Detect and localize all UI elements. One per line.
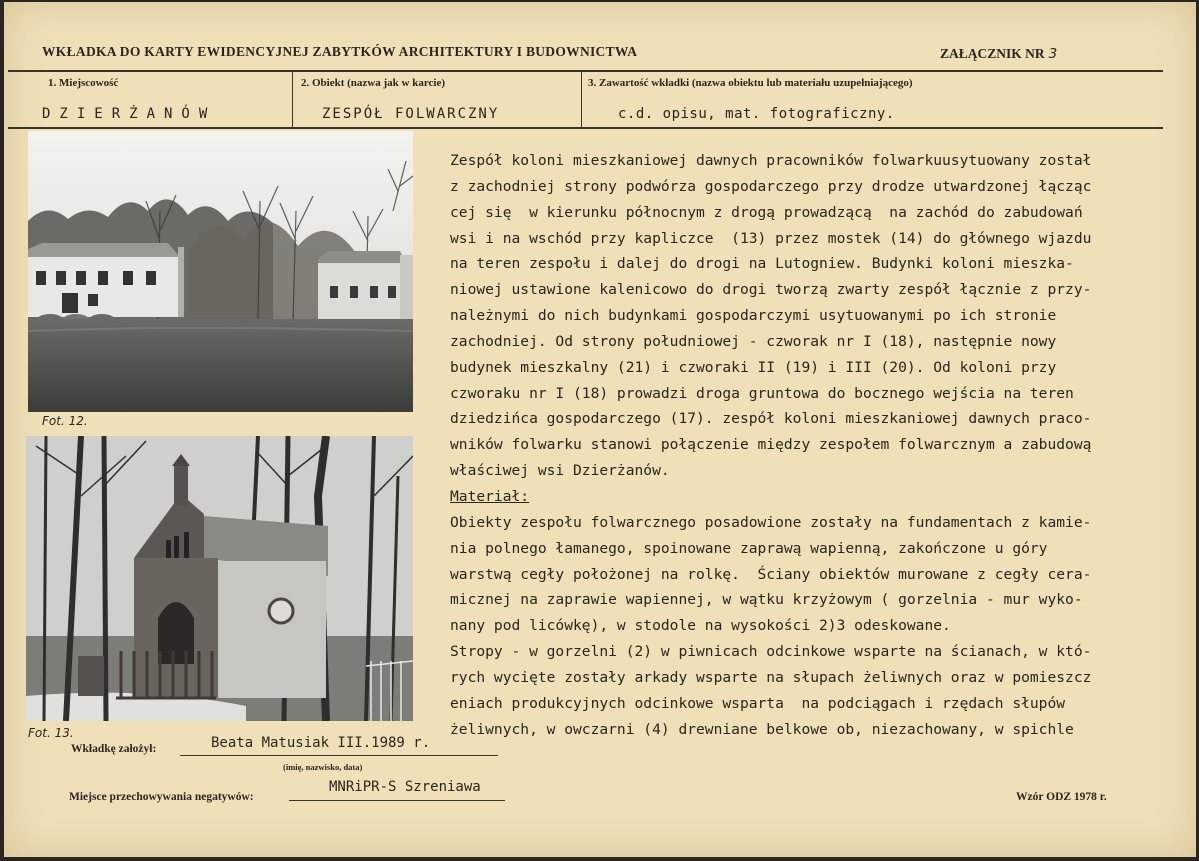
template-label: Wzór ODZ 1978 r. <box>1016 791 1107 803</box>
storage-label: Miejsce przechowywania negatywów: <box>69 791 254 803</box>
text-line: zachodniej. Od strony południowej - czworak nr I (18), następnie nowy <box>450 332 1057 350</box>
text-line: eniach produkcyjnych odcinkowe wsparta na podciągach i rzędach słupów <box>450 694 1066 712</box>
record-card <box>4 2 1196 857</box>
text-line: z zachodniej strony podwórza gospodarczego przy drodze utwardzonej łącząc <box>450 177 1092 195</box>
text-line: Zespół koloni mieszkaniowej dawnych pracowników folwarkuusytuowany został <box>450 152 1092 169</box>
photo-caption-12: Fot. 12. <box>42 414 88 428</box>
annex-number <box>940 46 1057 62</box>
text-line: nany pod licówkę), w stodole na wysokości 2)3 odeskowane. <box>450 617 951 635</box>
card-title: WKŁADKA DO KARTY EWIDENCYJNEJ ZABYTKÓW ARCHITEKTURY I BUDOWNICTWA <box>42 44 638 59</box>
founder-underline <box>180 755 498 756</box>
object-value: ZESPÓŁ FOLWARCZNY <box>322 106 500 122</box>
storage-value: MNRiPR-S Szreniawa <box>329 779 481 795</box>
text-line: żeliwnych, w owczarni (4) drewniane belkowe ob, niezachowany, w spichle <box>450 720 1074 738</box>
storage-underline <box>289 800 505 801</box>
text-line: należnymi do nich budynkami gospodarczymi usytuowanymi po ich stronie <box>450 307 1057 325</box>
text-line: wsi i na wschód przy kapliczce (13) przez mostek (14) do głównego wjazdu <box>450 229 1092 247</box>
text-line: micznej na zaprawie wapiennej, w wątku krzyżowym ( gorzelnia - mur wyko- <box>450 591 1083 609</box>
object-label: 2. Obiekt (nazwa jak w karcie) <box>301 77 446 89</box>
annex-value: 3 <box>1048 46 1058 62</box>
text-line: niowej ustawione kalenicowo do drogi tworzą zwarty zespół łącznie z przy- <box>450 281 1092 299</box>
text-line: wników folwarku stanowi połączenie między zespołem folwarcznym a zabudową <box>450 436 1092 454</box>
founder-value: Beata Matusiak III.1989 r. <box>211 735 431 751</box>
text-line: Obiekty zespołu folwarcznego posadowione zostały na fundamentach z kamie- <box>450 513 1092 531</box>
chapel-image <box>26 436 413 721</box>
text-line: właściwej wsi Dzierżanów. <box>450 462 670 480</box>
photo-caption-13: Fot. 13. <box>28 726 74 740</box>
text-line: warstwą cegły położonej na rolkę. Ściany obiektów murowane z cegły cera- <box>450 565 1092 583</box>
field-divider-2 <box>581 72 582 128</box>
text-line: nia polnego łamanego, spoinowane zaprawą wapienną, zakończone u góry <box>450 539 1048 557</box>
text-line: cej się w kierunku północnym z drogą prowadzącą na zachód do zabudowań <box>450 203 1083 221</box>
description-text <box>450 148 1185 742</box>
text-line: na teren zespołu i dalej do drogi na Lutogniew. Budynki koloni mieszka- <box>450 255 1074 273</box>
founder-sub: (imię, nazwisko, data) <box>283 762 363 772</box>
text-line: rych wycięte zostały arkady wsparte na słupach żeliwnych oraz w pomieszcz <box>450 668 1092 686</box>
text-line: czworaku nr I (18) prowadzi droga gruntowa do bocznego wejścia na teren <box>450 384 1074 402</box>
farm-buildings-image <box>28 131 413 412</box>
content-value: c.d. opisu, mat. fotograficzny. <box>618 106 895 122</box>
text-line: dziedzińca gospodarczego (17). zespół koloni mieszkaniowej dawnych praco- <box>450 410 1092 428</box>
field-divider-1 <box>292 72 293 128</box>
text-line: Stropy - w gorzelni (2) w piwnicach odcinkowe wsparte na ścianach, w któ- <box>450 643 1092 661</box>
photo-chapel <box>26 436 413 721</box>
fields-rule <box>8 127 1163 129</box>
header-rule <box>8 70 1163 72</box>
text-line: Materiał: <box>450 487 530 505</box>
content-label: 3. Zawartość wkładki (nazwa obiektu lub materiału uzupełniającego) <box>588 77 913 89</box>
founder-label: Wkładkę założył: <box>71 743 157 755</box>
place-value: DZIERŻANÓW <box>42 106 217 122</box>
photo-farm-buildings <box>28 131 413 412</box>
annex-label: ZAŁĄCZNIK NR <box>940 46 1045 61</box>
place-label: 1. Miejscowość <box>48 77 119 89</box>
text-line: budynek mieszkalny (21) i czworaki II (19) i III (20). Od koloni przy <box>450 358 1057 376</box>
